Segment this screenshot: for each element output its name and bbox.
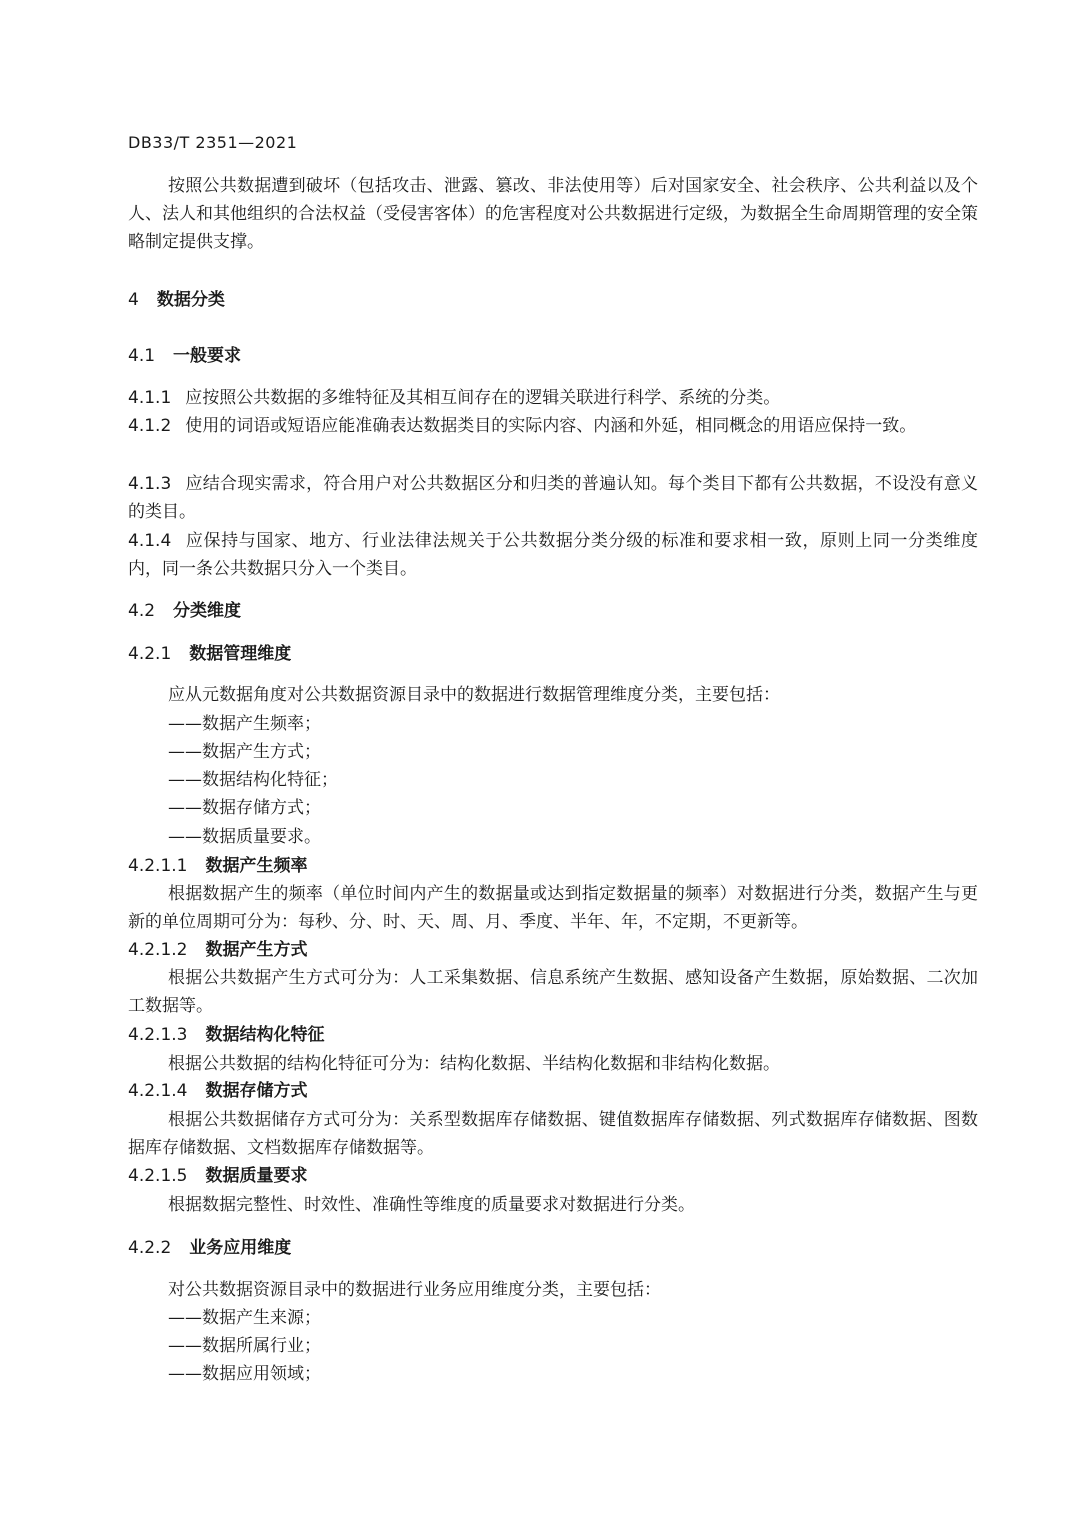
list-item: ——数据产生来源； bbox=[168, 1308, 321, 1328]
clause-number: 4.2.2 bbox=[128, 1238, 172, 1258]
clause-4-1-1 bbox=[128, 384, 978, 412]
clause-title: 数据结构化特征 bbox=[205, 1025, 325, 1045]
clause-number: 4.1.2 bbox=[128, 416, 172, 436]
clause-number: 4.1 bbox=[128, 346, 156, 366]
clause-4-1-4 bbox=[128, 527, 978, 583]
clause-title: 数据管理维度 bbox=[189, 644, 292, 664]
clause-title: 业务应用维度 bbox=[189, 1238, 292, 1258]
clause-4-2-1-5-text: 根据数据完整性、时效性、准确性等维度的质量要求对数据进行分类。 bbox=[168, 1195, 695, 1215]
list-item: ——数据结构化特征； bbox=[168, 770, 338, 790]
clause-number: 4.1.1 bbox=[128, 388, 172, 408]
document-id: DB33/T 2351—2021 bbox=[128, 133, 298, 152]
clause-4-2-heading bbox=[128, 600, 241, 622]
clause-text: 应保持与国家、地方、行业法律法规关于公共数据分类分级的标准和要求相一致，原则上同一分类维度内，同一条公共数据只分入一个类目。 bbox=[128, 531, 978, 579]
clause-4-2-2-intro: 对公共数据资源目录中的数据进行业务应用维度分类，主要包括： bbox=[168, 1280, 661, 1300]
clause-4-2-1-1-text: 根据数据产生的频率（单位时间内产生的数据量或达到指定数据量的频率）对数据进行分类，数据产生与更新的单位周期可分为：每秒、分、时、天、周、月、季度、半年、年，不定期，不更新等。 bbox=[128, 884, 978, 932]
clause-number: 4.1.4 bbox=[128, 531, 172, 551]
intro-paragraph: 按照公共数据遭到破坏（包括攻击、泄露、篡改、非法使用等）后对国家安全、社会秩序、公共利益以及个人、法人和其他组织的合法权益（受侵害客体）的危害程度对公共数据进行定级，为数据全生命周期管理的安全策略制定提供支撑。 bbox=[128, 176, 978, 252]
list-item: ——数据产生频率； bbox=[168, 714, 321, 734]
list-item: ——数据所属行业； bbox=[168, 1336, 321, 1356]
clause-text: 应按照公共数据的多维特征及其相互间存在的逻辑关联进行科学、系统的分类。 bbox=[185, 388, 781, 408]
clause-number: 4.2.1.5 bbox=[128, 1166, 188, 1186]
list-item: ——数据应用领域； bbox=[168, 1364, 321, 1384]
section-4-heading bbox=[128, 289, 225, 311]
clause-title: 分类维度 bbox=[173, 601, 242, 621]
clause-number: 4.1.3 bbox=[128, 474, 172, 494]
clause-4-1-2 bbox=[128, 412, 978, 440]
section-number: 4 bbox=[128, 290, 139, 310]
clause-4-2-1-intro: 应从元数据角度对公共数据资源目录中的数据进行数据管理维度分类，主要包括： bbox=[168, 685, 780, 705]
clause-number: 4.2.1 bbox=[128, 644, 172, 664]
clause-number: 4.2.1.3 bbox=[128, 1025, 188, 1045]
clause-4-1-3 bbox=[128, 470, 978, 526]
clause-title: 数据质量要求 bbox=[205, 1166, 308, 1186]
section-title: 数据分类 bbox=[156, 290, 225, 310]
clause-number: 4.2.1.1 bbox=[128, 856, 188, 876]
clause-4-2-1-4-text: 根据公共数据储存方式可分为：关系型数据库存储数据、键值数据库存储数据、列式数据库存储数据、图数据库存储数据、文档数据库存储数据等。 bbox=[128, 1110, 978, 1158]
clause-4-2-1-4-heading bbox=[128, 1080, 307, 1102]
clause-4-2-1-1-heading bbox=[128, 855, 307, 877]
clause-4-1-heading bbox=[128, 345, 241, 367]
list-item: ——数据存储方式； bbox=[168, 798, 321, 818]
clause-title: 数据产生频率 bbox=[205, 856, 308, 876]
clause-title: 一般要求 bbox=[173, 346, 242, 366]
list-item: ——数据产生方式； bbox=[168, 742, 321, 762]
clause-4-2-1-3-heading bbox=[128, 1024, 324, 1046]
list-item: ——数据质量要求。 bbox=[168, 827, 321, 847]
clause-4-2-1-5-heading bbox=[128, 1165, 307, 1187]
clause-number: 4.2.1.2 bbox=[128, 940, 188, 960]
clause-4-2-1-heading bbox=[128, 643, 291, 665]
clause-title: 数据产生方式 bbox=[205, 940, 308, 960]
clause-4-2-1-3-text: 根据公共数据的结构化特征可分为：结构化数据、半结构化数据和非结构化数据。 bbox=[168, 1054, 780, 1074]
clause-title: 数据存储方式 bbox=[205, 1081, 308, 1101]
clause-4-2-2-heading bbox=[128, 1237, 291, 1259]
clause-4-2-1-2-text: 根据公共数据产生方式可分为：人工采集数据、信息系统产生数据、感知设备产生数据，原始数据、二次加工数据等。 bbox=[128, 968, 978, 1016]
clause-number: 4.2 bbox=[128, 601, 156, 621]
clause-4-2-1-2-heading bbox=[128, 939, 307, 961]
clause-number: 4.2.1.4 bbox=[128, 1081, 188, 1101]
clause-text: 应结合现实需求，符合用户对公共数据区分和归类的普遍认知。每个类目下都有公共数据，不设没有意义的类目。 bbox=[128, 474, 978, 522]
clause-text: 使用的词语或短语应能准确表达数据类目的实际内容、内涵和外延，相同概念的用语应保持一致。 bbox=[185, 416, 917, 436]
